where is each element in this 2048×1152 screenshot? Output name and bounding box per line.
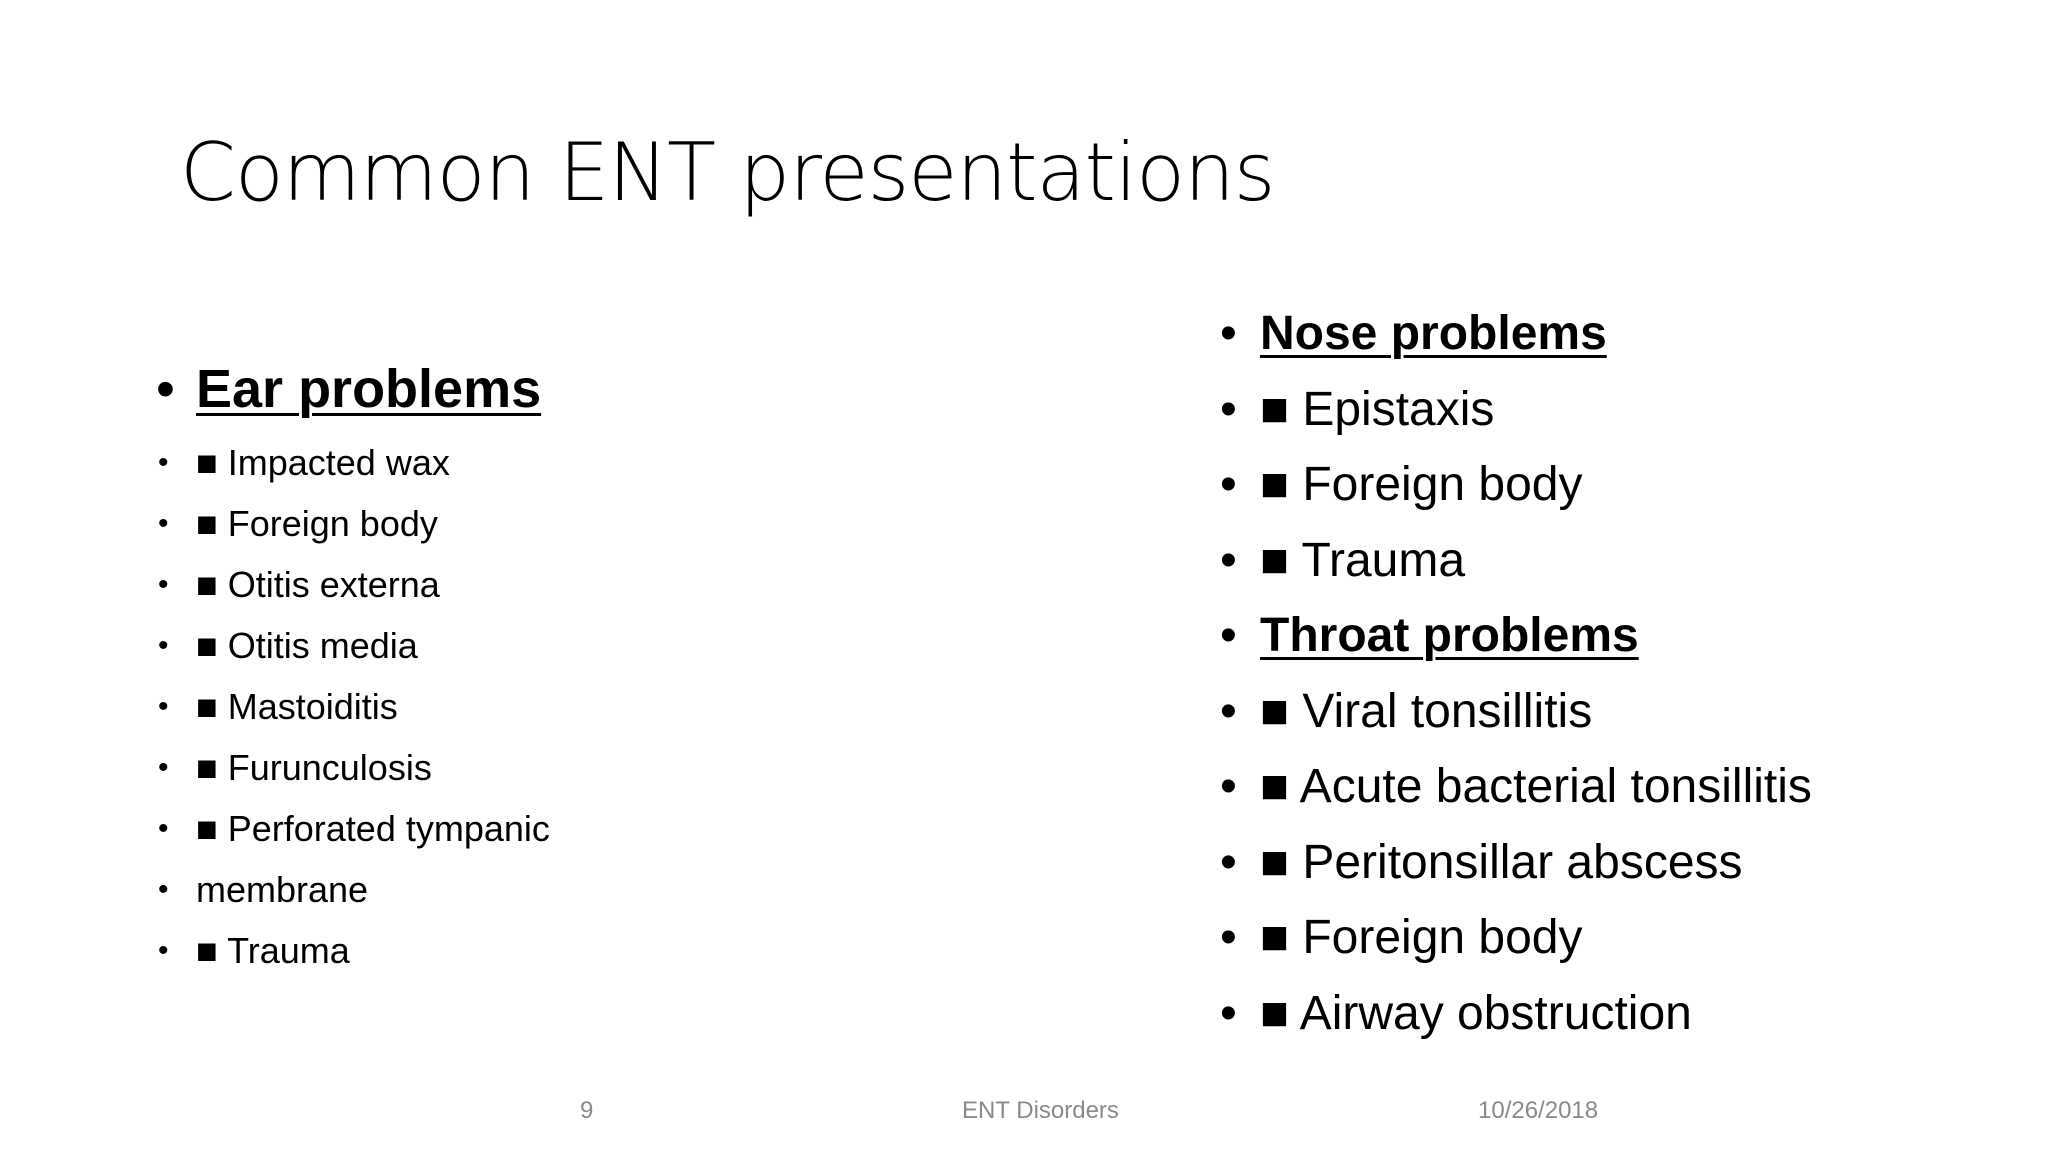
list-item	[1214, 908, 1812, 984]
list-item-text: ■ Mastoiditis	[196, 686, 398, 727]
list-item	[150, 806, 550, 867]
footer-page-number: 9	[580, 1097, 594, 1124]
list-item-text: membrane	[196, 869, 369, 910]
bullet: •	[1220, 533, 1237, 587]
list-item-text: ■ Airway obstruction	[1260, 986, 1692, 1040]
list-item-text: ■ Peritonsillar abscess	[1260, 835, 1743, 889]
list-item	[150, 684, 550, 745]
list-item	[1214, 380, 1812, 456]
bullet: •	[158, 446, 169, 479]
footer-date: 10/26/2018	[1478, 1097, 1599, 1124]
ear-problems-heading: Ear problems	[196, 359, 542, 419]
ear-problems-list	[150, 356, 550, 989]
footer-title: ENT Disorders	[962, 1097, 1119, 1124]
bullet: •	[158, 629, 169, 662]
list-item-text: ■ Otitis externa	[196, 564, 440, 605]
list-item	[150, 867, 550, 928]
slide-title: Common ENT presentations	[180, 126, 1275, 219]
bullet: •	[158, 812, 169, 845]
list-item-text: ■ Otitis media	[196, 625, 418, 666]
bullet: •	[1220, 458, 1237, 511]
list-item-text: ■ Epistaxis	[1260, 382, 1495, 436]
bullet: •	[1220, 760, 1237, 813]
list-item	[1214, 757, 1812, 833]
list-item	[1214, 833, 1812, 909]
list-item-text: ■ Furunculosis	[196, 747, 432, 788]
list-item	[150, 440, 550, 501]
bullet: •	[158, 690, 169, 723]
list-item-text: ■ Trauma	[1260, 533, 1466, 587]
list-item	[150, 562, 550, 623]
bullet: •	[158, 507, 169, 540]
list-item-text: ■ Impacted wax	[196, 442, 450, 483]
list-item-text: ■ Viral tonsillitis	[1260, 684, 1593, 738]
throat-problems-heading-item	[1214, 606, 1812, 682]
nose-problems-heading: Nose problems	[1260, 307, 1607, 360]
bullet: •	[1220, 684, 1237, 738]
bullet: •	[1220, 835, 1237, 889]
bullet: •	[1220, 307, 1237, 360]
bullet: •	[156, 359, 175, 419]
list-item-text: ■ Acute bacterial tonsillitis	[1260, 760, 1812, 813]
list-item-text: ■ Perforated tympanic	[196, 808, 550, 849]
nose-problems-heading-item	[1214, 304, 1812, 380]
nose-throat-problems-list	[1214, 304, 1812, 1059]
bullet: •	[1220, 986, 1237, 1040]
bullet: •	[158, 873, 169, 906]
list-item	[1214, 455, 1812, 531]
ear-problems-heading-item	[150, 356, 550, 422]
bullet: •	[1220, 382, 1237, 436]
list-item	[150, 501, 550, 562]
list-item	[150, 745, 550, 806]
list-item-text: ■ Trauma	[196, 930, 350, 971]
throat-problems-heading: Throat problems	[1260, 609, 1639, 662]
bullet: •	[158, 751, 169, 784]
bullet: •	[1220, 911, 1237, 964]
list-item	[1214, 682, 1812, 758]
list-item	[150, 928, 550, 989]
bullet: •	[158, 568, 169, 601]
bullet: •	[158, 934, 169, 967]
list-item	[1214, 984, 1812, 1060]
list-item	[150, 623, 550, 684]
bullet: •	[1220, 609, 1237, 662]
list-item	[1214, 531, 1812, 607]
list-item-text: ■ Foreign body	[1260, 911, 1583, 964]
list-item-text: ■ Foreign body	[196, 503, 438, 544]
list-item-text: ■ Foreign body	[1260, 458, 1583, 511]
